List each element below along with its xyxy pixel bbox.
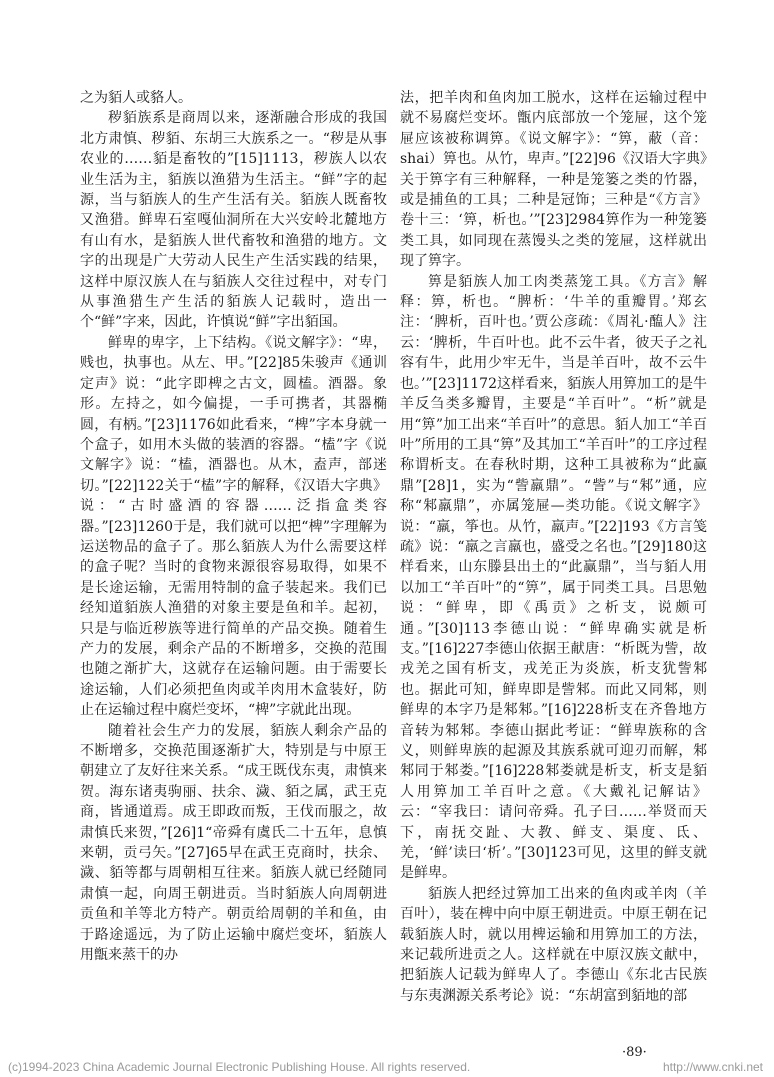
- paragraph: 貊族人把经过箅加工出来的鱼肉或羊肉（羊百叶），装在椑中向中原王朝进贡。中原王朝在记载貊族人时，就以用椑运输和用箅加工的方法，来记载所进贡之人。这样就在中原汉族文献中，把貊族人记载为鲜卑人了。李德山《东北古民族与东夷渊源关系考论》说：“东胡富到貊地的部: [400, 885, 707, 1004]
- footer-link[interactable]: http://www.cnki.net: [662, 1060, 763, 1074]
- paragraph: 秽貊族系是商周以来，逐渐融合形成的我国北方肃慎、秽貊、东胡三大族系之一。“秽是从事农业的……貊是畜牧的”[15]1113，秽族人以农业生活为主，貊族以渔猎为生活主。“鲜”字的起源，当与貊族人的生产生活有关。貊族人既畜牧又渔猎。鲜卑石室嘎仙洞所在大兴安岭北麓地方有山有水，是貊族人世代畜牧和渔猎的地方。文字的出现是广大劳动人民生产生活实践的结果，这样中原汉族人在与貊族人交往过程中，对专门从事渔猎生产生活的貊族人记载时，造出一个“鲜”字来，因此，许慎说“鲜”字出貊国。: [80, 110, 387, 331]
- paragraph: 之为貊人或貉人。: [80, 90, 192, 106]
- paragraph: 鲜卑的卑字，上下结构。《说文解字》：“卑，贱也，执事也。从左、甲。”[22]85朱骏声《通训定声》说：“此字即椑之古文，圆榼。酒器。象形。左持之，如今偏提，一手可携者，其器椭圆，有柄。”[23]1176如此看来，“椑”字本身就一个盒子，如用木头做的装酒的容器。“榼”字《说文解字》说：“榼，酒器也。从木，盍声，部迷切。”[22]122关于“榼”字的解释，《汉语大字典》说：“古时盛酒的容器……泛指盒类容器。”[23]1260于是，我们就可以把“椑”字理解为运送物品的盒子了。那么貊族人为什么需要这样的盒子呢？当时的食物来源很容易取得，如果不是长途运输，无需用特制的盒子装起来。我们已经知道貊族人渔猎的对象主要是鱼和羊。起初，只是与临近秽族等进行简单的产品交换。随着生产力的发展，剩余产品的不断增多，交换的范围也随之渐扩大，这就存在运输问题。由于需要长途运输，人们必须把鱼肉或羊肉用木盒装好，防止在运输过程中腐烂变坏，“椑”字就此出现。: [80, 334, 387, 719]
- footer: [0, 1060, 774, 1077]
- paragraph: 法，把羊肉和鱼肉加工脱水，这样在运输过程中就不易腐烂变坏。甑内底部放一个笼屉，这个笼屉应该被称调箅。《说文解字》：“箅，蔽（音：shai）箅也。从竹，卑声。”[22]96《汉语大字典》关于箅字有三种解释，一种是笼篓之类的竹器，或是捕鱼的工具；二种是冠饰；三种是“《方言》卷十三：‘箅，析也。’”[23]2984箅作为一种笼篓类工具，如同现在蒸馒头之类的笼屉，这样就出现了箅字。: [400, 90, 707, 270]
- page-number: ·89·: [622, 1045, 647, 1060]
- paragraph: 箅是貊族人加工肉类蒸笼工具。《方言》解释：箅，析也。“脾析：‘牛羊的重瓣胃。’郑玄注：‘脾析，百叶也。’贾公彦疏：《周礼·醢人》注云：‘脾析，牛百叶也。此不云牛者，彼天子之礼容有牛，此用少牢无牛，当是羊百叶，故不云牛也。’”[23]1172这样看来，貊族人用箅加工的是牛羊反刍类多瓣胃，主要是“羊百叶”。“析”就是用“箅”加工出来“羊百叶”的意思。貊人加工“羊百叶”所用的工具“箅”及其加工“羊百叶”的工序过程称谓析支。在春秋时期，这种工具被称为“此赢鼎”[28]1，实为“訾羸鼎”。“訾”与“邾”通，应称“邾羸鼎”，亦属笼屉—类功能。《说文解字》说：“羸，筝也。从竹，羸声。”[22]193《方言笺疏》说：“羸之言羸也，盛受之名也。”[29]180这样看来，山东滕县出土的“此赢鼎”，当与貊人用以加工“羊百叶”的“箅”，属于同类工具。吕思勉说：“鲜卑，即《禹贡》之析支，说颇可通。”[30]113李德山说：“鲜卑确实就是析支。”[16]227李德山依据王献唐：“析既为訾，故戎羌之国有析支，戎羌正为炎族，析支犹訾邾也。据此可知，鲜卑即是訾邾。而此又同邾，则鲜卑的本字乃是邾邾。”[16]228析支在齐鲁地方音转为邾邾。李德山据此考证：“鲜卑族称的含义，则鲜卑族的起源及其族系就可迎刃而解，邾邾同于邾娄。”[16]228邾娄就是析支，析支是貊人用箅加工羊百叶之意。《大戴礼记解诂》云：“宰我曰：请问帝舜。孔子曰……举贤而天下，南抚交趾、大教、鲜支、渠度、氐、羌，‘鲜’读曰‘析’。”[30]123可见，这里的鲜支就是鲜卑。: [400, 273, 707, 882]
- paragraph: 随着社会生产力的发展，貊族人剩余产品的不断增多，交换范围逐渐扩大，特别是与中原王朝建立了友好往来关系。“成王既伐东夷，肃慎来贺。海东诸夷驹丽、扶余、濊、貊之属，武王克商，皆通道焉。成王即政而叛，王伐而服之，故肃慎氏来贺，”[26]1“帝舜有虞氏二十五年，息慎来朝，贡弓矢。”[27]65早在武王克商时，扶余、濊、貊等都与周朝相互往来。貊族人就已经随同肃慎一起，向周王朝进贡。当时貊族人向周朝进贡鱼和羊等北方特产。朝贡给周朝的羊和鱼，由于路途遥远，为了防止运输中腐烂变坏，貊族人用甑来蒸干的办: [80, 722, 387, 964]
- left-text-column: [80, 88, 387, 965]
- copyright-notice: (c)1994-2023 China Academic Journal Electronic Publishing House. All rights reserved.: [8, 1060, 471, 1074]
- right-text-column: [400, 88, 707, 1006]
